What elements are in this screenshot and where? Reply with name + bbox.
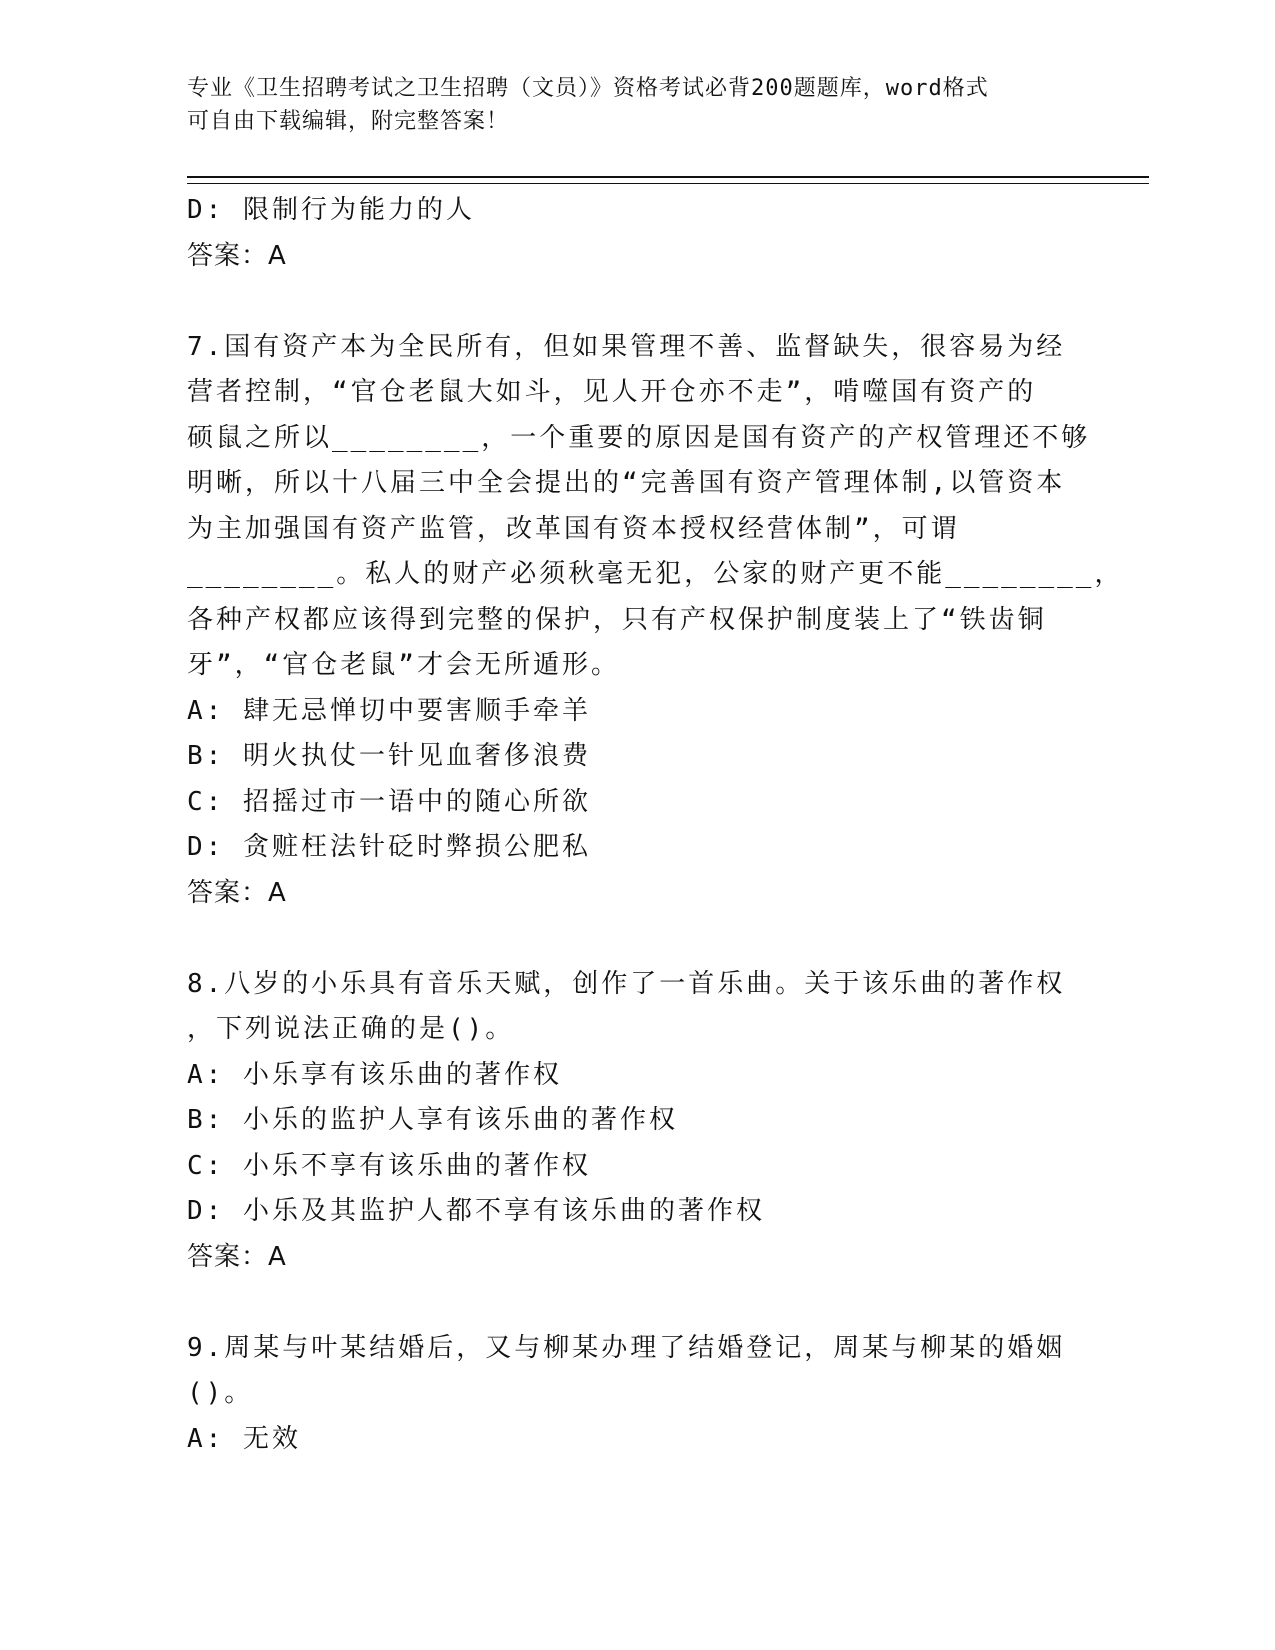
option-d: D: 小乐及其监护人都不享有该乐曲的著作权 bbox=[187, 1196, 765, 1226]
spacer bbox=[187, 1280, 1087, 1326]
question-stem-line: ，下列说法正确的是()。 bbox=[187, 1014, 515, 1044]
answer-label: 答案：A bbox=[187, 877, 287, 908]
answer-label: 答案：A bbox=[187, 240, 287, 271]
header-divider bbox=[187, 176, 1149, 184]
question-stem-line: 7.国有资产本为全民所有，但如果管理不善、监督缺失，很容易为经 bbox=[187, 331, 1066, 362]
answer-label: 答案：A bbox=[187, 1241, 287, 1272]
question-6-tail bbox=[187, 188, 1087, 279]
question-stem-line: 为主加强国有资产监管，改革国有资本授权经营体制”，可谓 bbox=[187, 513, 960, 544]
question-stem-line: 各种产权都应该得到完整的保护，只有产权保护制度装上了“铁齿铜 bbox=[187, 604, 1047, 635]
question-8 bbox=[187, 962, 1087, 1281]
question-stem-line: 营者控制，“官仓老鼠大如斗，见人开仓亦不走”，啃噬国有资产的 bbox=[187, 377, 1037, 407]
question-7 bbox=[187, 325, 1124, 917]
option-c: C: 小乐不享有该乐曲的著作权 bbox=[187, 1150, 591, 1181]
option-c: C: 招摇过市一语中的随心所欲 bbox=[187, 786, 591, 817]
question-stem-line: 牙”，“官仓老鼠”才会无所遁形。 bbox=[187, 650, 620, 680]
question-stem-line: 硕鼠之所以________，一个重要的原因是国有资产的产权管理还不够 bbox=[187, 422, 1091, 453]
option-b: B: 小乐的监护人享有该乐曲的著作权 bbox=[187, 1105, 678, 1135]
option-d: D: 贪赃枉法针砭时弊损公肥私 bbox=[187, 832, 591, 862]
question-stem-line: ________。私人的财产必须秋毫无犯，公家的财产更不能________， bbox=[187, 559, 1124, 589]
question-9 bbox=[187, 1326, 1087, 1463]
option-d: D: 限制行为能力的人 bbox=[187, 195, 475, 225]
header-title-line-1: 专业《卫生招聘考试之卫生招聘（文员）》资格考试必背200题题库，word格式 bbox=[187, 76, 989, 101]
option-b: B: 明火执仗一针见血奢侈浪费 bbox=[187, 741, 591, 771]
option-a: A: 小乐享有该乐曲的著作权 bbox=[187, 1059, 562, 1090]
question-content bbox=[187, 188, 1124, 1462]
question-stem-line: ()。 bbox=[187, 1378, 254, 1408]
header-title-line-2: 可自由下载编辑，附完整答案！ bbox=[187, 109, 510, 134]
question-stem-line: 8.八岁的小乐具有音乐天赋，创作了一首乐曲。关于该乐曲的著作权 bbox=[187, 968, 1066, 999]
question-stem-line: 明晰，所以十八届三中全会提出的“完善国有资产管理体制,以管资本 bbox=[187, 468, 1066, 498]
spacer bbox=[187, 916, 1087, 962]
option-a: A: 无效 bbox=[187, 1423, 301, 1454]
question-stem-line: 9.周某与叶某结婚后，又与柳某办理了结婚登记，周某与柳某的婚姻 bbox=[187, 1332, 1066, 1363]
spacer bbox=[187, 279, 1087, 325]
option-a: A: 肆无忌惮切中要害顺手牵羊 bbox=[187, 695, 591, 726]
page-header bbox=[187, 72, 1087, 138]
